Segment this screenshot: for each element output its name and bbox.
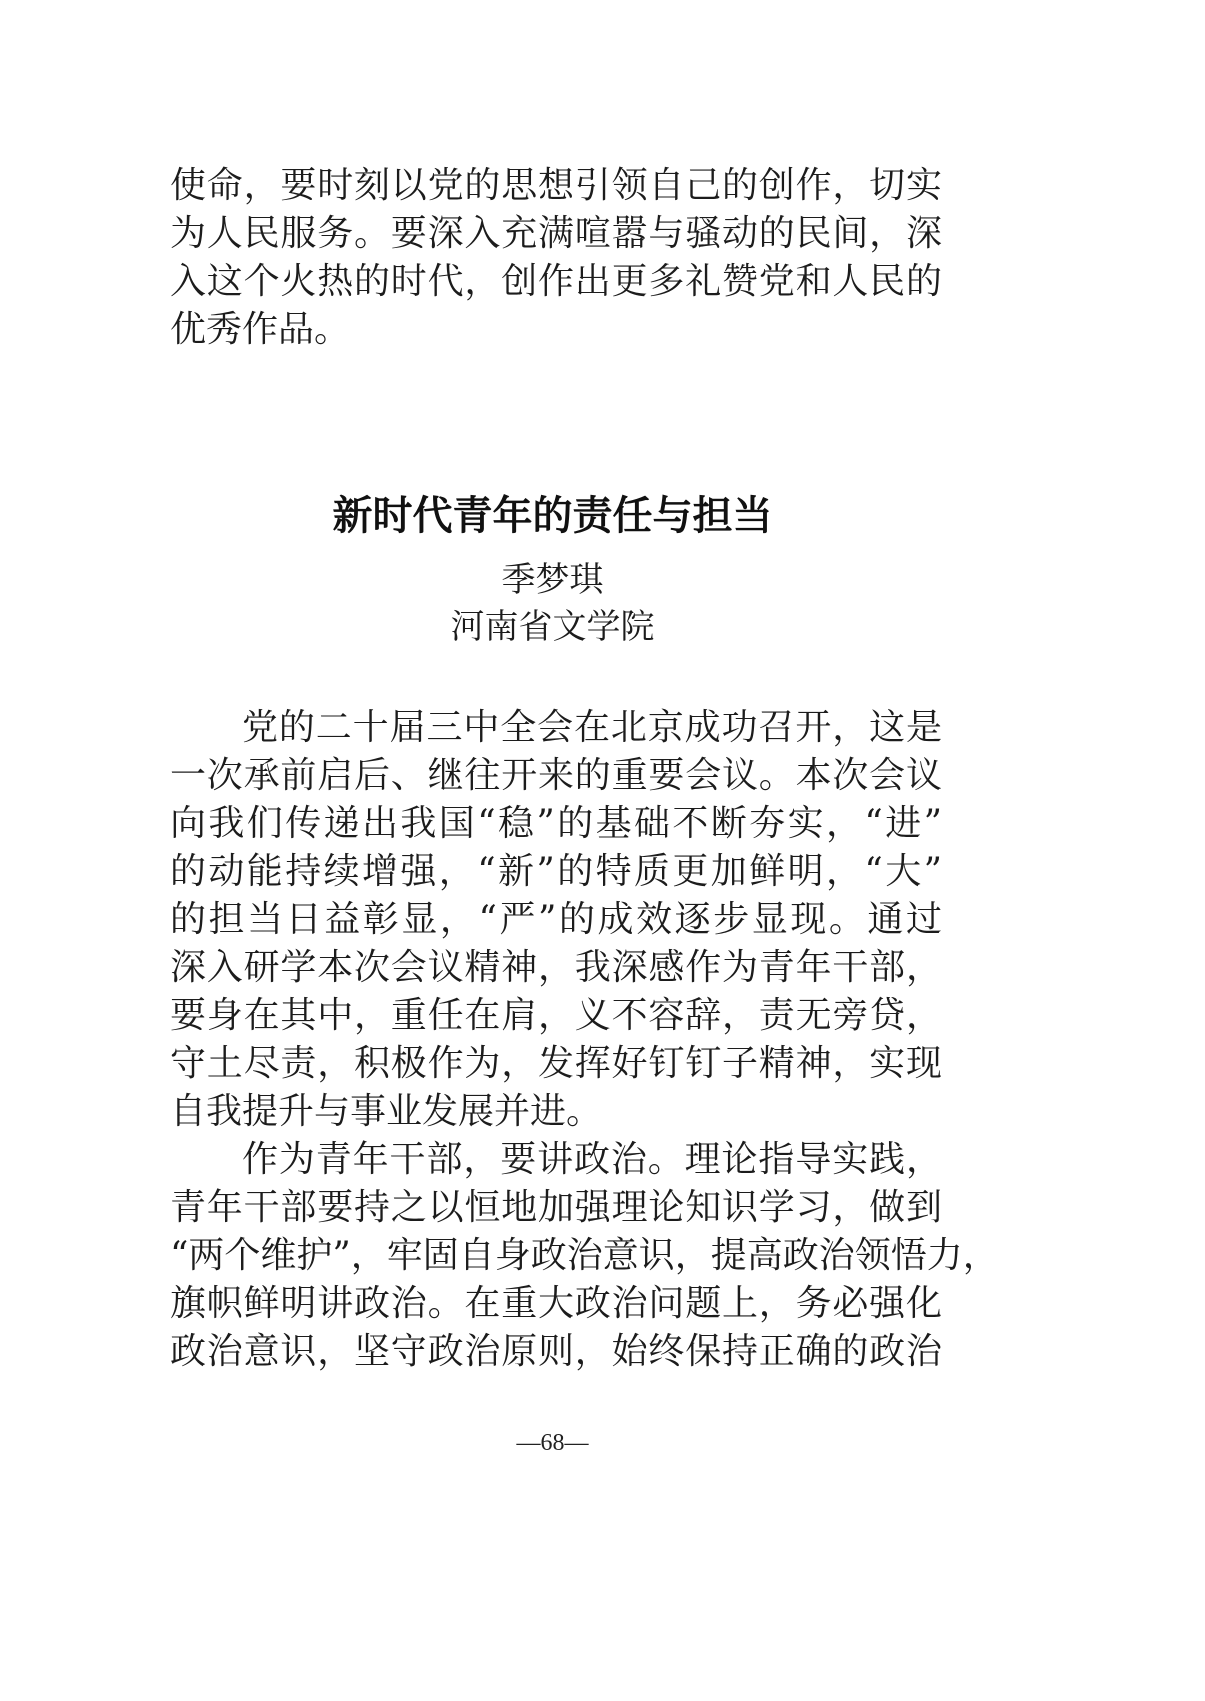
- article-body: [170, 704, 999, 1376]
- article-author: 季梦琪: [501, 560, 604, 600]
- text-line: 自我提升与事业发展并进。: [170, 1091, 603, 1132]
- text-line: 青年干部要持之以恒地加强理论知识学习，做到: [170, 1187, 942, 1228]
- text-line: 的动能持续增强，“新”的特质更加鲜明，“大”: [170, 851, 942, 892]
- text-line: 为人民服务。要深入充满喧嚣与骚动的民间，深: [170, 213, 942, 254]
- text-line: 使命，要时刻以党的思想引领自己的创作，切实: [170, 165, 942, 206]
- text-line: 守土尽责，积极作为，发挥好钉钉子精神，实现: [170, 1043, 942, 1084]
- text-line: 旗帜鲜明讲政治。在重大政治问题上，务必强化: [170, 1283, 942, 1324]
- text-line: 深入研学本次会议精神，我深感作为青年干部，: [170, 947, 942, 988]
- paragraph-1: [170, 704, 942, 1136]
- text-line: 党的二十届三中全会在北京成功召开，这是: [242, 707, 942, 748]
- article-title: 新时代青年的责任与担当: [332, 492, 773, 539]
- text-line: “两个维护”，牢固自身政治意识，提高政治领悟力，: [170, 1235, 999, 1276]
- text-line: 的担当日益彰显，“严”的成效逐步显现。通过: [170, 899, 942, 940]
- author-organization: 河南省文学院: [450, 607, 655, 647]
- page-number: —68—: [516, 1430, 589, 1456]
- text-line: 入这个火热的时代，创作出更多礼赞党和人民的: [170, 261, 942, 302]
- continued-paragraph: [170, 162, 942, 354]
- text-line: 要身在其中，重任在肩，义不容辞，责无旁贷，: [170, 995, 942, 1036]
- text-line: 政治意识，坚守政治原则，始终保持正确的政治: [170, 1331, 942, 1372]
- paragraph-2: [170, 1136, 999, 1376]
- text-line: 向我们传递出我国“稳”的基础不断夯实，“进”: [170, 803, 942, 844]
- text-line: 优秀作品。: [170, 309, 351, 350]
- text-line: 一次承前启后、继往开来的重要会议。本次会议: [170, 755, 942, 796]
- text-line: 作为青年干部，要讲政治。理论指导实践，: [242, 1139, 942, 1180]
